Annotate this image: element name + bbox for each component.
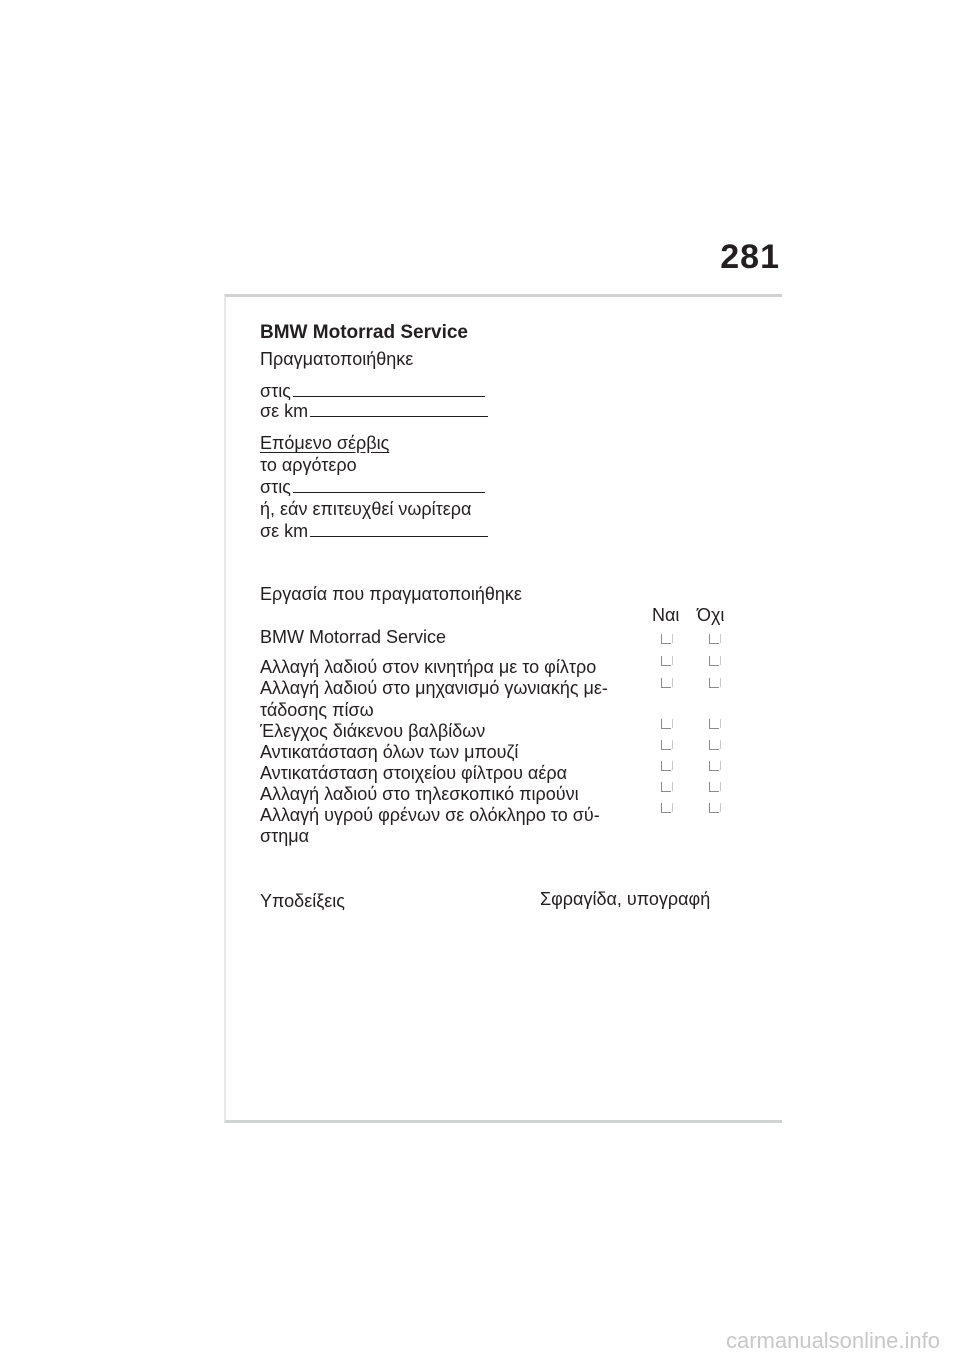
next-service-km-label: σε km [260, 521, 309, 541]
yes-checkbox[interactable] [661, 678, 671, 688]
next-service-km-blank [310, 535, 488, 537]
work-item-continuation: στημα [260, 826, 310, 846]
work-heading: Εργασία που πραγματοποιήθηκε [260, 584, 522, 604]
work-item: Αντικατάσταση όλων των μπουζί [260, 742, 519, 762]
performed-km-row [260, 400, 488, 422]
no-checkbox[interactable] [709, 803, 719, 813]
performed-km-blank [310, 415, 488, 417]
next-service-latest-label: το αργότερο [260, 455, 357, 475]
no-checkbox[interactable] [709, 634, 719, 644]
no-checkbox[interactable] [709, 678, 719, 688]
next-service-date-blank [293, 491, 485, 493]
yes-checkbox[interactable] [661, 782, 671, 792]
work-item: Αλλαγή λαδιού στο μηχανισμό γωνιακής με- [260, 678, 608, 698]
performed-date-label: στις [260, 381, 291, 401]
watermark: carmanualsonline.info [725, 1328, 940, 1353]
work-item: Αλλαγή λαδιού στο τηλεσκοπικό πιρούνι [260, 784, 579, 804]
next-service-earlier-label: ή, εάν επιτευχθεί νωρίτερα [260, 499, 472, 519]
no-checkbox[interactable] [709, 782, 719, 792]
next-service-date-label: στις [260, 477, 291, 497]
no-checkbox[interactable] [709, 719, 719, 729]
performed-date-blank [293, 395, 485, 397]
work-item: Αντικατάσταση στοιχείου φίλτρου αέρα [260, 763, 567, 783]
yes-checkbox[interactable] [661, 803, 671, 813]
next-service-date-row [260, 476, 485, 498]
yes-checkbox[interactable] [661, 719, 671, 729]
work-item: Έλεγχος διάκενου βαλβίδων [260, 721, 486, 741]
service-title: BMW Motorrad Service [260, 322, 468, 343]
work-item-continuation: τάδοσης πίσω [260, 700, 374, 720]
yes-checkbox[interactable] [661, 740, 671, 750]
no-checkbox[interactable] [709, 656, 719, 666]
next-service-km-row [260, 520, 488, 542]
yes-checkbox[interactable] [661, 656, 671, 666]
yes-column-label: Ναι [652, 605, 680, 625]
no-checkbox[interactable] [709, 740, 719, 750]
yes-checkbox[interactable] [661, 634, 671, 644]
no-column-label: Όχι [697, 605, 725, 625]
work-item: Αλλαγή υγρού φρένων σε ολόκληρο το σύ- [260, 805, 600, 825]
stamp-signature-label: Σφραγίδα, υπογραφή [540, 889, 711, 909]
no-checkbox[interactable] [709, 761, 719, 771]
notes-label: Υποδείξεις [260, 891, 345, 911]
next-service-heading: Επόμενο σέρβις [260, 433, 390, 453]
work-item: BMW Motorrad Service [260, 627, 447, 647]
performed-date-row [260, 380, 485, 402]
yes-checkbox[interactable] [661, 761, 671, 771]
performed-label: Πραγματοποιήθηκε [260, 349, 414, 369]
page-number: 281 [720, 238, 780, 276]
performed-km-label: σε km [260, 401, 309, 421]
work-item: Αλλαγή λαδιού στον κινητήρα με το φίλτρο [260, 657, 597, 677]
